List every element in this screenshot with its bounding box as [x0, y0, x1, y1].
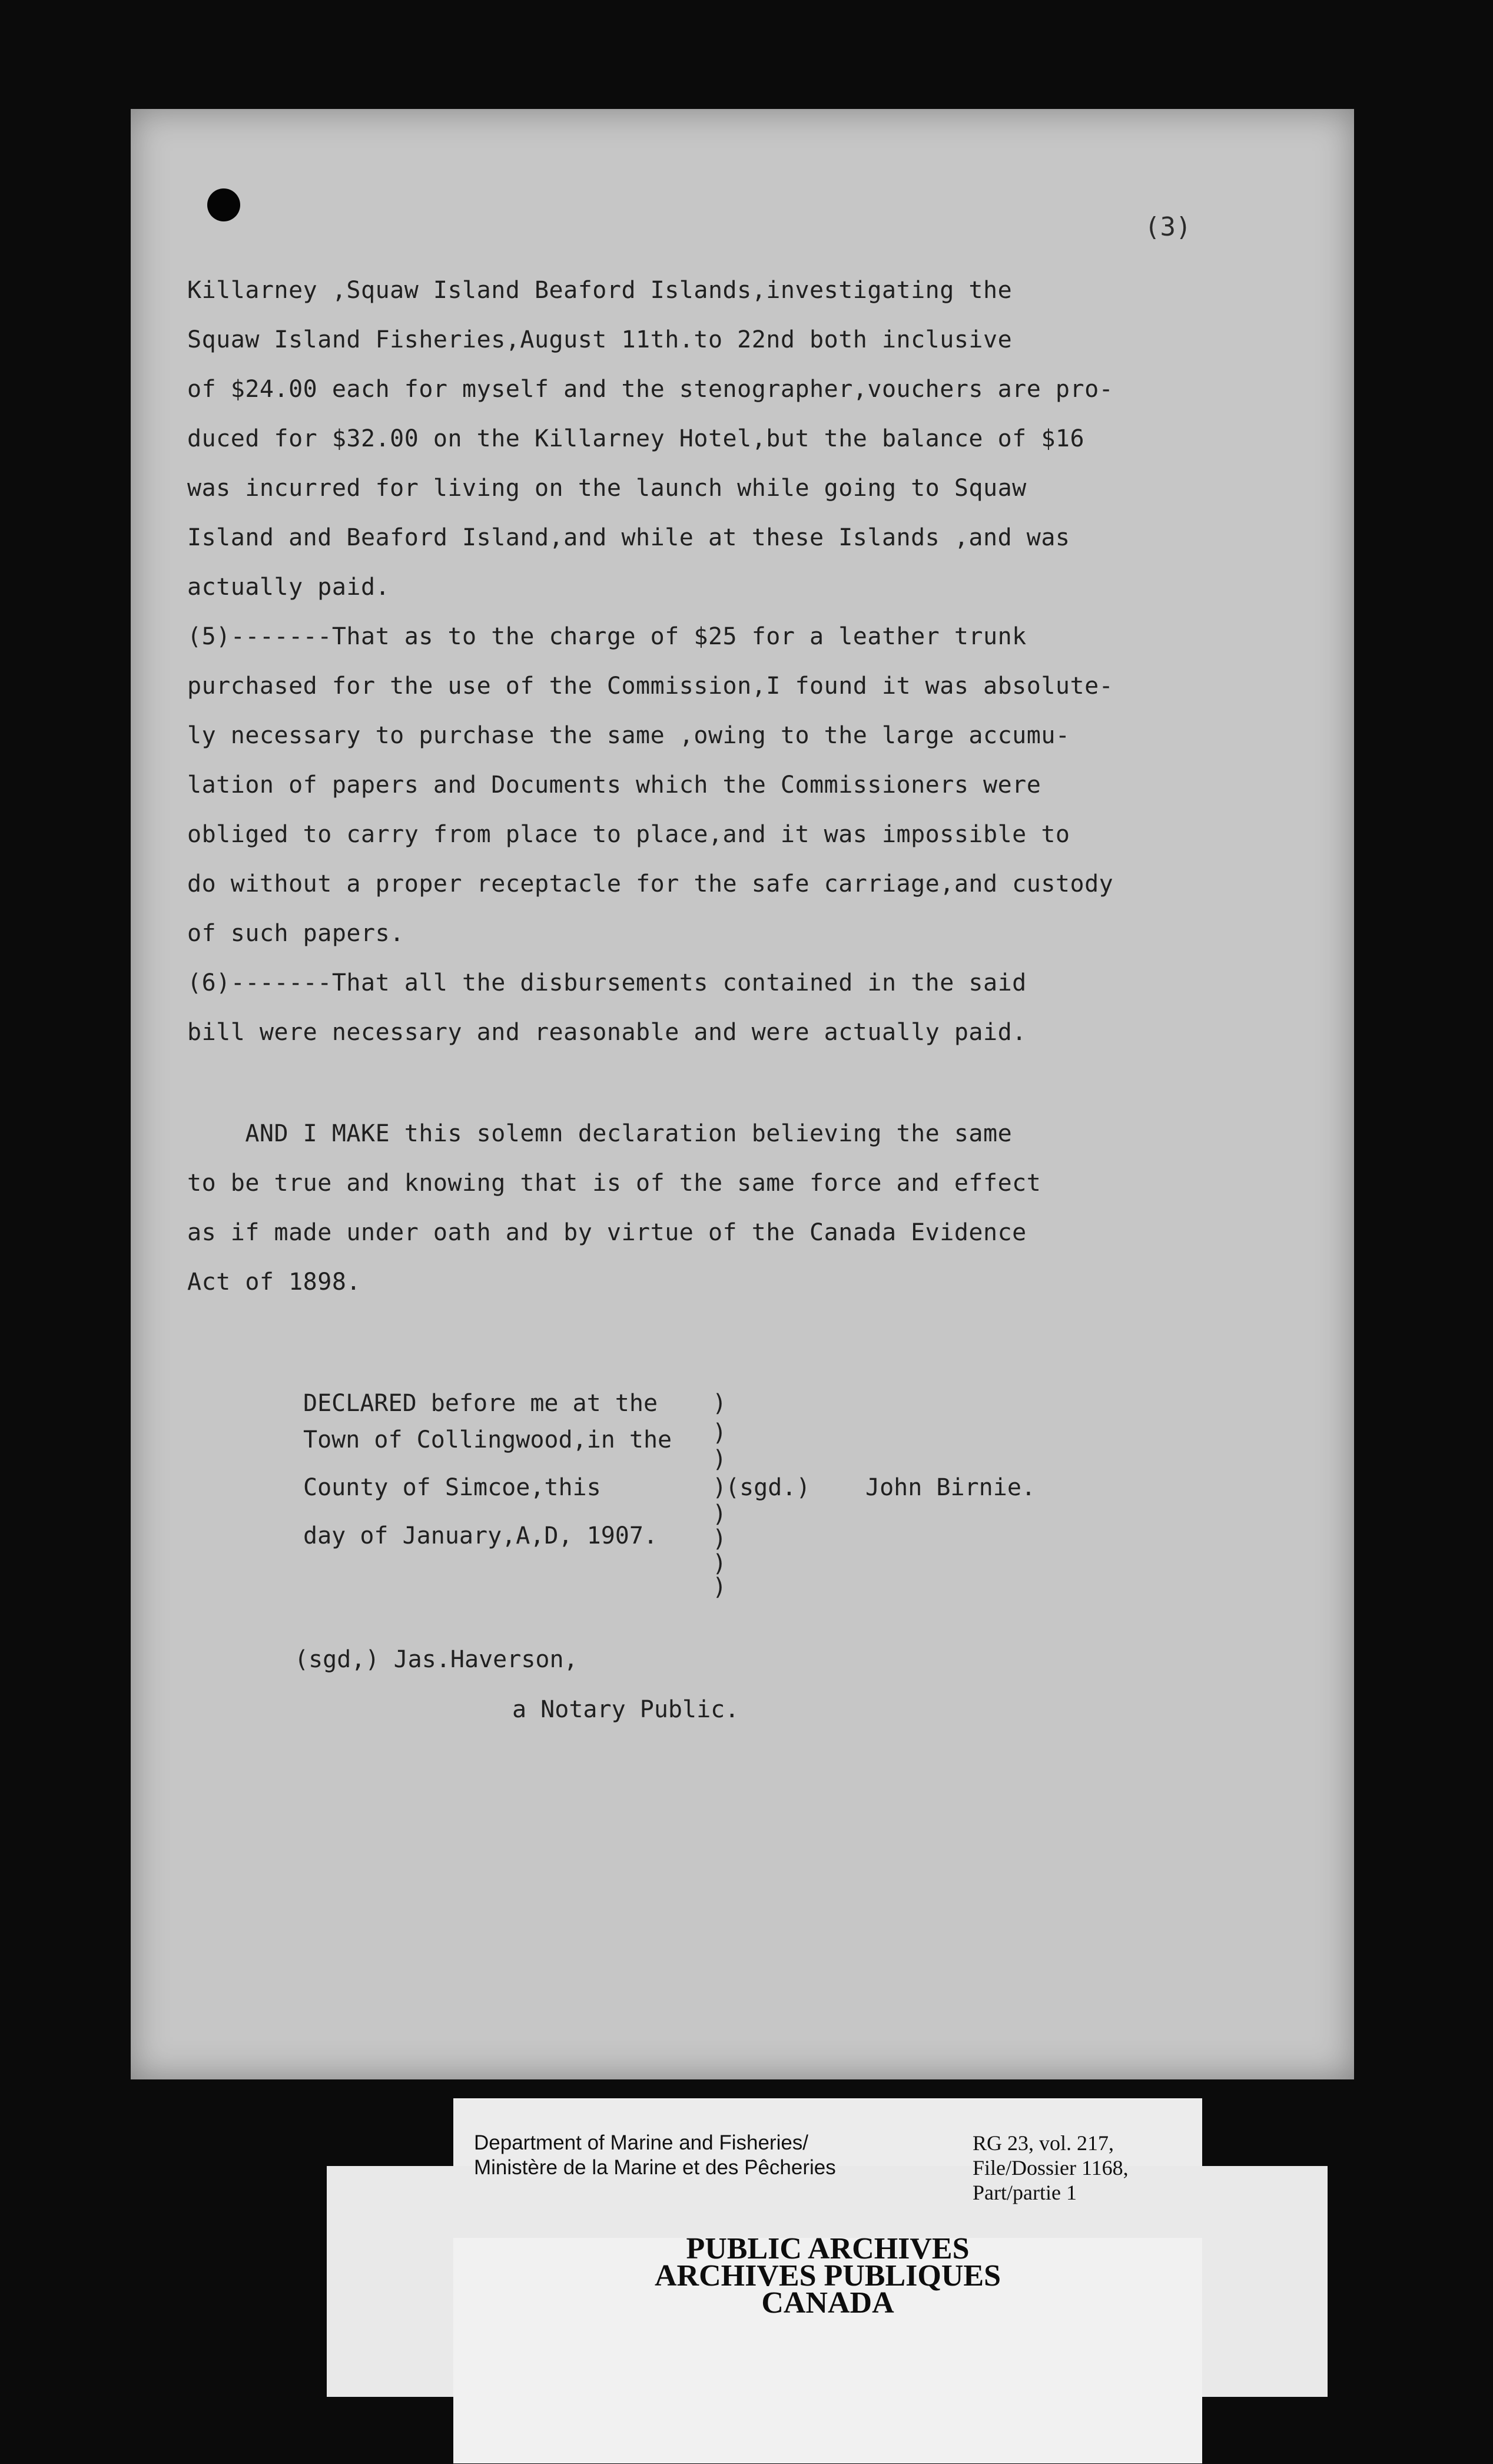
- reference-part: Part/partie 1: [973, 2181, 1077, 2204]
- reference-rg: RG 23, vol. 217,: [973, 2131, 1114, 2155]
- bracket: ): [712, 1501, 727, 1528]
- bracket: ): [712, 1574, 727, 1601]
- body-line: lation of papers and Documents which the Commissioners were: [187, 771, 1041, 799]
- archives-country: CANADA: [761, 2286, 894, 2320]
- archives-stamp: [453, 2232, 1202, 2320]
- body-line: to be true and knowing that is of the same force and effect: [187, 1170, 1041, 1197]
- bracket: ): [712, 1525, 727, 1552]
- body-line: Island and Beaford Island,and while at these Islands ,and was: [187, 524, 1070, 551]
- archive-department: [474, 2131, 836, 2180]
- notary-title: a Notary Public.: [512, 1696, 739, 1723]
- department-fr: Ministère de la Marine et des Pêcheries: [474, 2156, 836, 2179]
- archive-reference: [973, 2131, 1129, 2205]
- archives-en: PUBLIC ARCHIVES: [686, 2232, 970, 2266]
- sgd-prefix: (sgd.): [725, 1474, 811, 1501]
- bracket: ): [712, 1419, 727, 1446]
- archives-fr: ARCHIVES PUBLIQUES: [654, 2259, 1001, 2293]
- body-line: purchased for the use of the Commission,I found it was absolute-: [187, 673, 1114, 700]
- bracket: ): [712, 1390, 727, 1417]
- declaration-line: Town of Collingwood,in the: [303, 1426, 672, 1453]
- bracket: ): [712, 1446, 727, 1473]
- punch-hole: [207, 188, 240, 221]
- declaration-line: County of Simcoe,this: [303, 1474, 601, 1501]
- bracket: ): [712, 1474, 727, 1501]
- document-page: [131, 109, 1354, 2079]
- body-line: was incurred for living on the launch while going to Squaw: [187, 475, 1027, 502]
- bracket: ): [712, 1550, 727, 1577]
- body-line: Act of 1898.: [187, 1269, 361, 1296]
- body-line: (6)-------That all the disbursements contained in the said: [187, 969, 1027, 996]
- body-line: actually paid.: [187, 574, 390, 601]
- body-line: obliged to carry from place to place,and it was impossible to: [187, 821, 1070, 848]
- signer-name: John Birnie.: [865, 1474, 1036, 1501]
- body-line: ly necessary to purchase the same ,owing to the large accumu-: [187, 722, 1070, 749]
- body-line: bill were necessary and reasonable and were actually paid.: [187, 1019, 1027, 1046]
- body-line: as if made under oath and by virtue of the Canada Evidence: [187, 1219, 1027, 1246]
- body-line: AND I MAKE this solemn declaration believing the same: [187, 1120, 1013, 1147]
- department-en: Department of Marine and Fisheries/: [474, 2131, 809, 2154]
- body-line: of such papers.: [187, 920, 404, 947]
- declaration-line: day of January,A,D, 1907.: [303, 1522, 658, 1549]
- body-line: Killarney ,Squaw Island Beaford Islands,investigating the: [187, 277, 1013, 304]
- page-number: (3): [1144, 212, 1192, 242]
- notary-signature: (sgd,) Jas.Haverson,: [294, 1646, 578, 1673]
- body-line: do without a proper receptacle for the safe carriage,and custody: [187, 870, 1114, 897]
- reference-file: File/Dossier 1168,: [973, 2156, 1129, 2180]
- body-line: Squaw Island Fisheries,August 11th.to 22nd both inclusive: [187, 326, 1013, 353]
- declaration-line: DECLARED before me at the: [303, 1390, 658, 1417]
- body-line: of $24.00 each for myself and the stenographer,vouchers are pro-: [187, 376, 1114, 403]
- body-line: (5)-------That as to the charge of $25 for a leather trunk: [187, 623, 1027, 650]
- body-line: duced for $32.00 on the Killarney Hotel,but the balance of $16: [187, 425, 1085, 452]
